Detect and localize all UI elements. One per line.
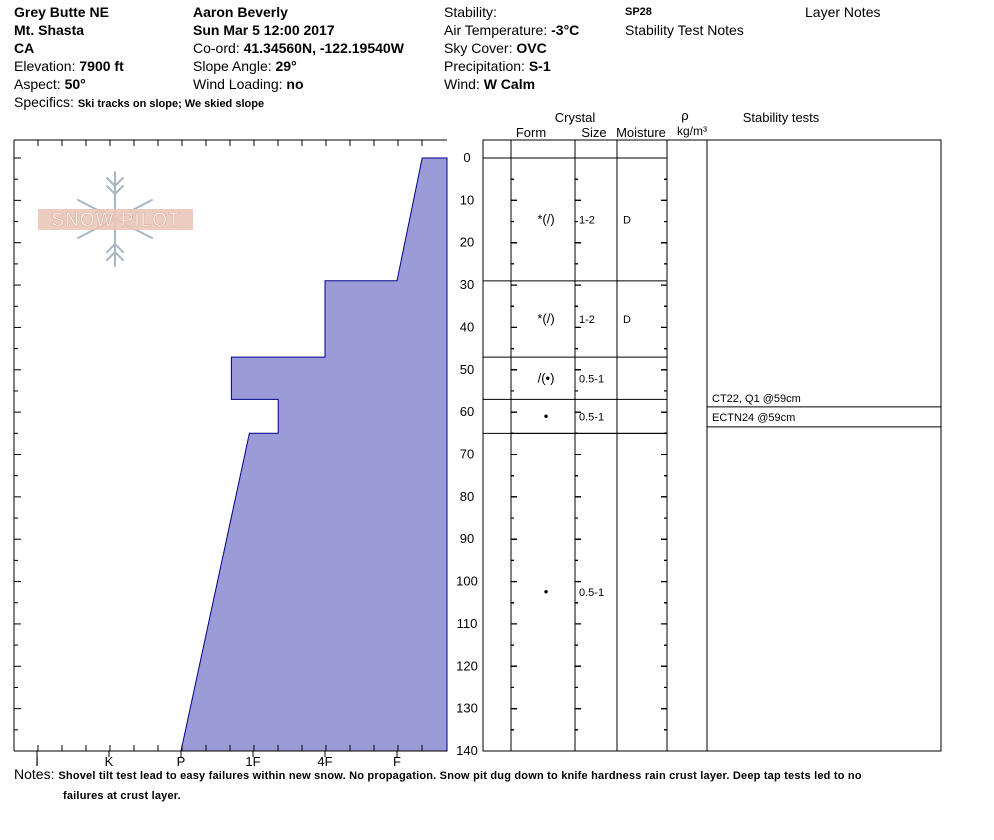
depth-tick-label: 140	[456, 743, 478, 758]
depth-tick-label: 10	[459, 192, 475, 208]
observation-datetime: Sun Mar 5 12:00 2017	[193, 22, 335, 38]
grain-form-symbol: *(/)	[537, 211, 555, 227]
stability-tests-header: Stability tests	[742, 110, 820, 125]
coord-value: 41.34560N, -122.19540W	[243, 40, 404, 56]
grain-form-symbol: *(/)	[537, 310, 555, 326]
stability-test-result: ECTN24 @59cm	[712, 411, 796, 424]
depth-tick-label: 0	[463, 150, 471, 165]
hardness-tick-label: 1F	[245, 754, 261, 769]
slope-value: 29°	[275, 58, 297, 74]
notes-label: Notes:	[14, 766, 55, 782]
precip-value: S-1	[528, 58, 551, 74]
air-temp-label: Air Temperature:	[444, 22, 552, 38]
hardness-tick-label: F	[393, 754, 401, 769]
slope-label: Slope Angle:	[193, 58, 276, 74]
crystal-header: Crystal	[554, 110, 596, 125]
grain-size-value: 1-2	[579, 313, 595, 326]
wind-label: Wind:	[444, 76, 484, 92]
moisture-value: D	[623, 313, 631, 326]
layer-notes-heading: Layer Notes	[805, 4, 881, 20]
depth-tick-label: 50	[459, 361, 475, 377]
precip-label: Precipitation:	[444, 58, 529, 74]
notes-continuation	[63, 786, 181, 802]
stability-test-notes-heading: Stability Test Notes	[625, 22, 744, 38]
hardness-profile	[181, 158, 447, 751]
logo-text: SNOW PILOT	[51, 210, 181, 231]
air-temp-value: -3°C	[551, 22, 580, 38]
notes-text-line1: Shovel tilt test lead to easy failures within new snow. No propagation. Snow pit dug down to knife hardness rain crust layer. Deep tap tests led to no	[58, 770, 862, 782]
hardness-tick-label: P	[176, 754, 186, 769]
state: CA	[14, 40, 35, 56]
wind-loading-value: no	[286, 76, 304, 92]
depth-tick-label: 80	[459, 488, 475, 504]
stability-test-result: CT22, Q1 @59cm	[712, 392, 801, 405]
depth-tick-label: 40	[459, 319, 475, 335]
layer-table	[483, 140, 941, 751]
elevation-label: Elevation:	[14, 58, 80, 74]
specifics-value: Ski tracks on slope; We skied slope	[77, 98, 265, 110]
mountain-range: Mt. Shasta	[14, 22, 85, 38]
grain-form-symbol: •	[543, 408, 549, 424]
aspect-value: 50°	[64, 76, 86, 92]
depth-tick-label: 30	[459, 277, 475, 293]
stability-label: Stability:	[444, 4, 497, 20]
grain-size-value: 1-2	[579, 214, 595, 227]
table-frame	[483, 140, 941, 751]
grain-size-value: 0.5-1	[579, 587, 605, 600]
depth-tick-label: 90	[459, 531, 475, 547]
density-unit: kg/m³	[677, 124, 707, 138]
notes-text-line2: failures at crust layer.	[63, 790, 181, 802]
grain-form-symbol: /(•)	[537, 370, 555, 386]
depth-tick-label: 20	[459, 234, 475, 250]
hardness-tick-label: K	[104, 754, 114, 769]
sp-code: SP28	[625, 6, 652, 18]
moisture-header: Moisture	[616, 125, 666, 140]
wind-value: W Calm	[483, 76, 536, 92]
hardness-tick-label: I	[35, 754, 39, 769]
elevation-value: 7900 ft	[79, 58, 124, 74]
hardness-tick-label: 4F	[317, 754, 333, 769]
grain-size-value: 0.5-1	[579, 373, 605, 386]
notes	[14, 766, 862, 782]
depth-tick-label: 130	[456, 700, 478, 716]
sky-value: OVC	[516, 40, 547, 56]
moisture-value: D	[623, 214, 631, 227]
grain-form-symbol: •	[543, 584, 549, 600]
grain-size-value: 0.5-1	[579, 411, 605, 424]
sky-label: Sky Cover:	[444, 40, 517, 56]
depth-axis	[456, 150, 478, 758]
observer-name: Aaron Beverly	[193, 4, 288, 20]
depth-tick-label: 110	[456, 615, 478, 631]
density-symbol: ρ	[681, 108, 689, 123]
depth-tick-label: 60	[459, 404, 475, 420]
form-header: Form	[515, 125, 547, 140]
aspect-label: Aspect:	[14, 76, 65, 92]
coord-label: Co-ord:	[193, 40, 244, 56]
depth-tick-label: 120	[456, 658, 478, 674]
size-header: Size	[581, 125, 607, 140]
location-name: Grey Butte NE	[14, 4, 109, 20]
specifics-label: Specifics:	[14, 94, 78, 110]
depth-tick-label: 70	[459, 446, 475, 462]
depth-tick-label: 100	[456, 573, 478, 589]
wind-loading-label: Wind Loading:	[193, 76, 287, 92]
